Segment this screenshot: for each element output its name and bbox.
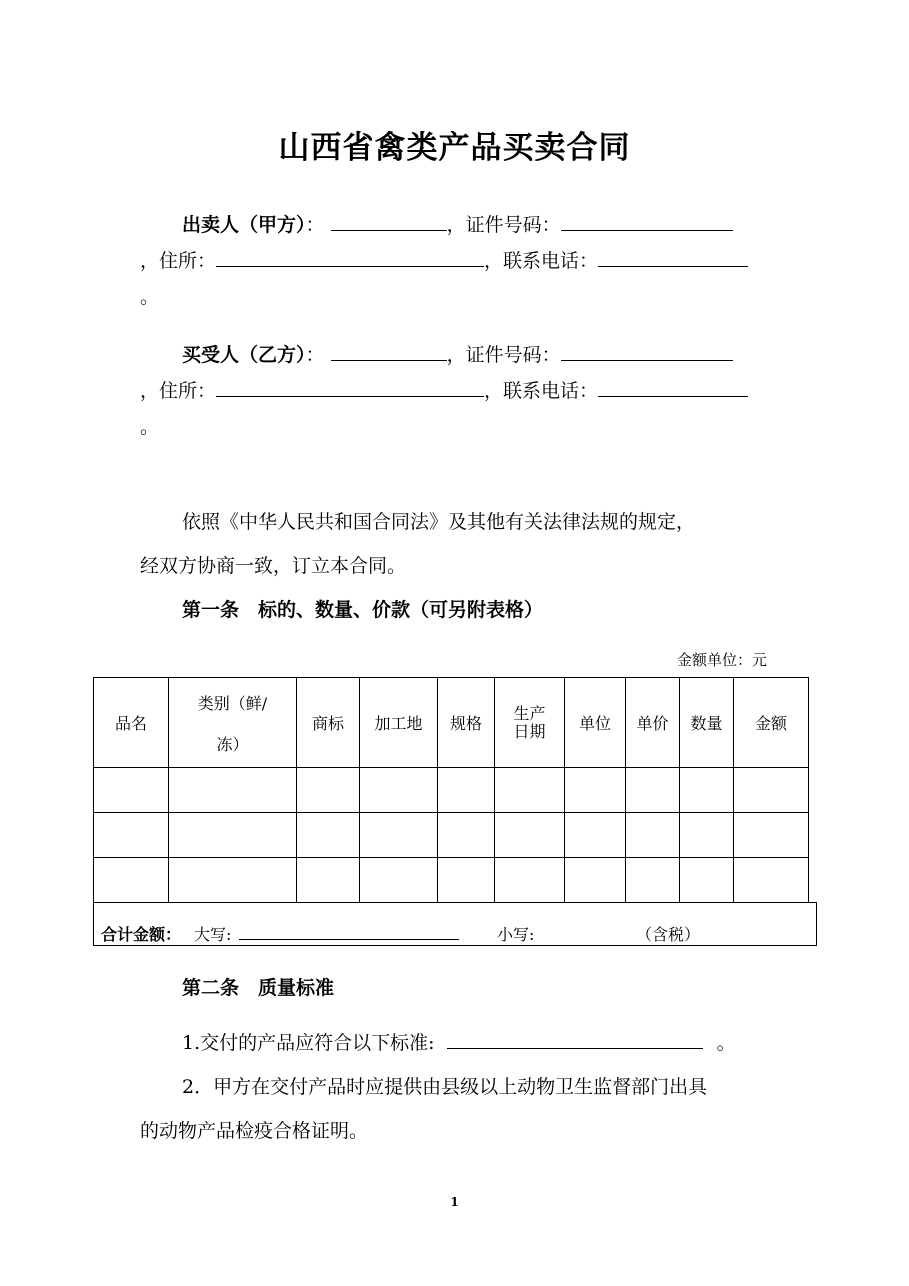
table-cell[interactable] bbox=[438, 813, 495, 858]
seller-id-label: ，证件号码： bbox=[446, 214, 561, 236]
table-cell[interactable] bbox=[297, 768, 360, 813]
seller-label: 出卖人（甲方） bbox=[182, 214, 306, 236]
col-amount: 金额 bbox=[734, 678, 809, 768]
article2-item2-line1: 2．甲方在交付产品时应提供由县级以上动物卫生监督部门出具 bbox=[182, 1076, 708, 1098]
table-cell[interactable] bbox=[680, 858, 734, 903]
seller-phone-label: ，联系电话： bbox=[484, 250, 599, 272]
amount-unit-note: 金额单位：元 bbox=[677, 651, 768, 669]
total-upper-label: 大写: bbox=[194, 925, 232, 944]
col-product-name: 品名 bbox=[94, 678, 169, 768]
table-cell[interactable] bbox=[495, 858, 565, 903]
seller-phone-blank[interactable] bbox=[598, 248, 748, 267]
table-cell[interactable] bbox=[94, 768, 169, 813]
table-cell[interactable] bbox=[297, 858, 360, 903]
table-cell[interactable] bbox=[94, 858, 169, 903]
col-category-line1: 类别（鲜/ bbox=[197, 693, 268, 713]
intro-line-2: 经双方协商一致，订立本合同。 bbox=[140, 555, 407, 577]
table-cell[interactable] bbox=[360, 768, 438, 813]
goods-table bbox=[93, 677, 809, 903]
total-amount-row bbox=[93, 902, 817, 946]
table-cell[interactable] bbox=[495, 813, 565, 858]
quality-standard-blank[interactable] bbox=[447, 1030, 703, 1049]
table-cell[interactable] bbox=[626, 768, 680, 813]
table-cell[interactable] bbox=[360, 813, 438, 858]
article2-heading: 第二条 质量标准 bbox=[182, 977, 335, 999]
table-cell[interactable] bbox=[734, 813, 809, 858]
table-cell[interactable] bbox=[495, 768, 565, 813]
total-upper-blank[interactable] bbox=[239, 921, 459, 940]
total-tax-note: （含税） bbox=[636, 925, 701, 944]
table-cell[interactable] bbox=[94, 813, 169, 858]
table-cell[interactable] bbox=[169, 813, 297, 858]
buyer-line-2 bbox=[140, 376, 748, 403]
col-production-date bbox=[495, 678, 565, 768]
col-quantity: 数量 bbox=[680, 678, 734, 768]
table-cell[interactable] bbox=[626, 813, 680, 858]
total-label: 合计金额： bbox=[101, 925, 182, 944]
table-cell[interactable] bbox=[360, 858, 438, 903]
article2-item1 bbox=[182, 1028, 736, 1055]
document-title: 山西省禽类产品买卖合同 bbox=[278, 130, 631, 166]
col-unit: 单位 bbox=[565, 678, 626, 768]
seller-end: 。 bbox=[140, 286, 160, 308]
article2-item1-end: 。 bbox=[716, 1032, 736, 1054]
seller-address-label: ，住所： bbox=[140, 250, 217, 272]
col-production-date-line1: 生产 bbox=[513, 703, 546, 723]
table-cell[interactable] bbox=[565, 768, 626, 813]
buyer-colon: ： bbox=[305, 344, 325, 366]
col-category-line2: 冻） bbox=[216, 734, 249, 754]
seller-address-blank[interactable] bbox=[216, 248, 484, 267]
table-cell[interactable] bbox=[297, 813, 360, 858]
buyer-end: 。 bbox=[140, 416, 160, 438]
table-cell[interactable] bbox=[680, 768, 734, 813]
buyer-address-blank[interactable] bbox=[216, 378, 484, 397]
table-row bbox=[94, 768, 809, 813]
table-cell[interactable] bbox=[565, 858, 626, 903]
intro-line-1: 依照《中华人民共和国合同法》及其他有关法律法规的规定， bbox=[182, 511, 696, 533]
buyer-address-label: ，住所： bbox=[140, 380, 217, 402]
seller-id-blank[interactable] bbox=[561, 212, 733, 231]
seller-name-blank[interactable] bbox=[331, 212, 447, 231]
buyer-line-1 bbox=[182, 340, 733, 367]
buyer-label: 买受人（乙方） bbox=[182, 344, 306, 366]
buyer-phone-label: ，联系电话： bbox=[484, 380, 599, 402]
table-header-row bbox=[94, 678, 809, 768]
buyer-id-label: ，证件号码： bbox=[446, 344, 561, 366]
table-cell[interactable] bbox=[680, 813, 734, 858]
article1-heading: 第一条 标的、数量、价款（可另附表格） bbox=[182, 599, 544, 621]
total-lower-label: 小写: bbox=[497, 925, 535, 944]
table-cell[interactable] bbox=[169, 858, 297, 903]
article2-item2-line2: 的动物产品检疫合格证明。 bbox=[140, 1120, 369, 1142]
buyer-name-blank[interactable] bbox=[331, 342, 447, 361]
table-cell[interactable] bbox=[169, 768, 297, 813]
table-cell[interactable] bbox=[438, 858, 495, 903]
col-production-date-line2: 日期 bbox=[513, 721, 546, 741]
table-cell[interactable] bbox=[734, 768, 809, 813]
seller-line-1 bbox=[182, 210, 733, 237]
buyer-id-blank[interactable] bbox=[561, 342, 733, 361]
col-unit-price: 单价 bbox=[626, 678, 680, 768]
article2-item1-text: 1.交付的产品应符合以下标准: bbox=[182, 1032, 435, 1054]
table-row bbox=[94, 858, 809, 903]
seller-colon: ： bbox=[305, 214, 325, 236]
col-spec: 规格 bbox=[438, 678, 495, 768]
col-processing-place: 加工地 bbox=[360, 678, 438, 768]
col-category bbox=[169, 678, 297, 768]
seller-line-2 bbox=[140, 246, 748, 273]
col-trademark: 商标 bbox=[297, 678, 360, 768]
page-number: 1 bbox=[450, 1195, 459, 1209]
buyer-phone-blank[interactable] bbox=[598, 378, 748, 397]
table-cell[interactable] bbox=[565, 813, 626, 858]
table-cell[interactable] bbox=[626, 858, 680, 903]
table-cell[interactable] bbox=[734, 858, 809, 903]
table-row bbox=[94, 813, 809, 858]
table-cell[interactable] bbox=[438, 768, 495, 813]
